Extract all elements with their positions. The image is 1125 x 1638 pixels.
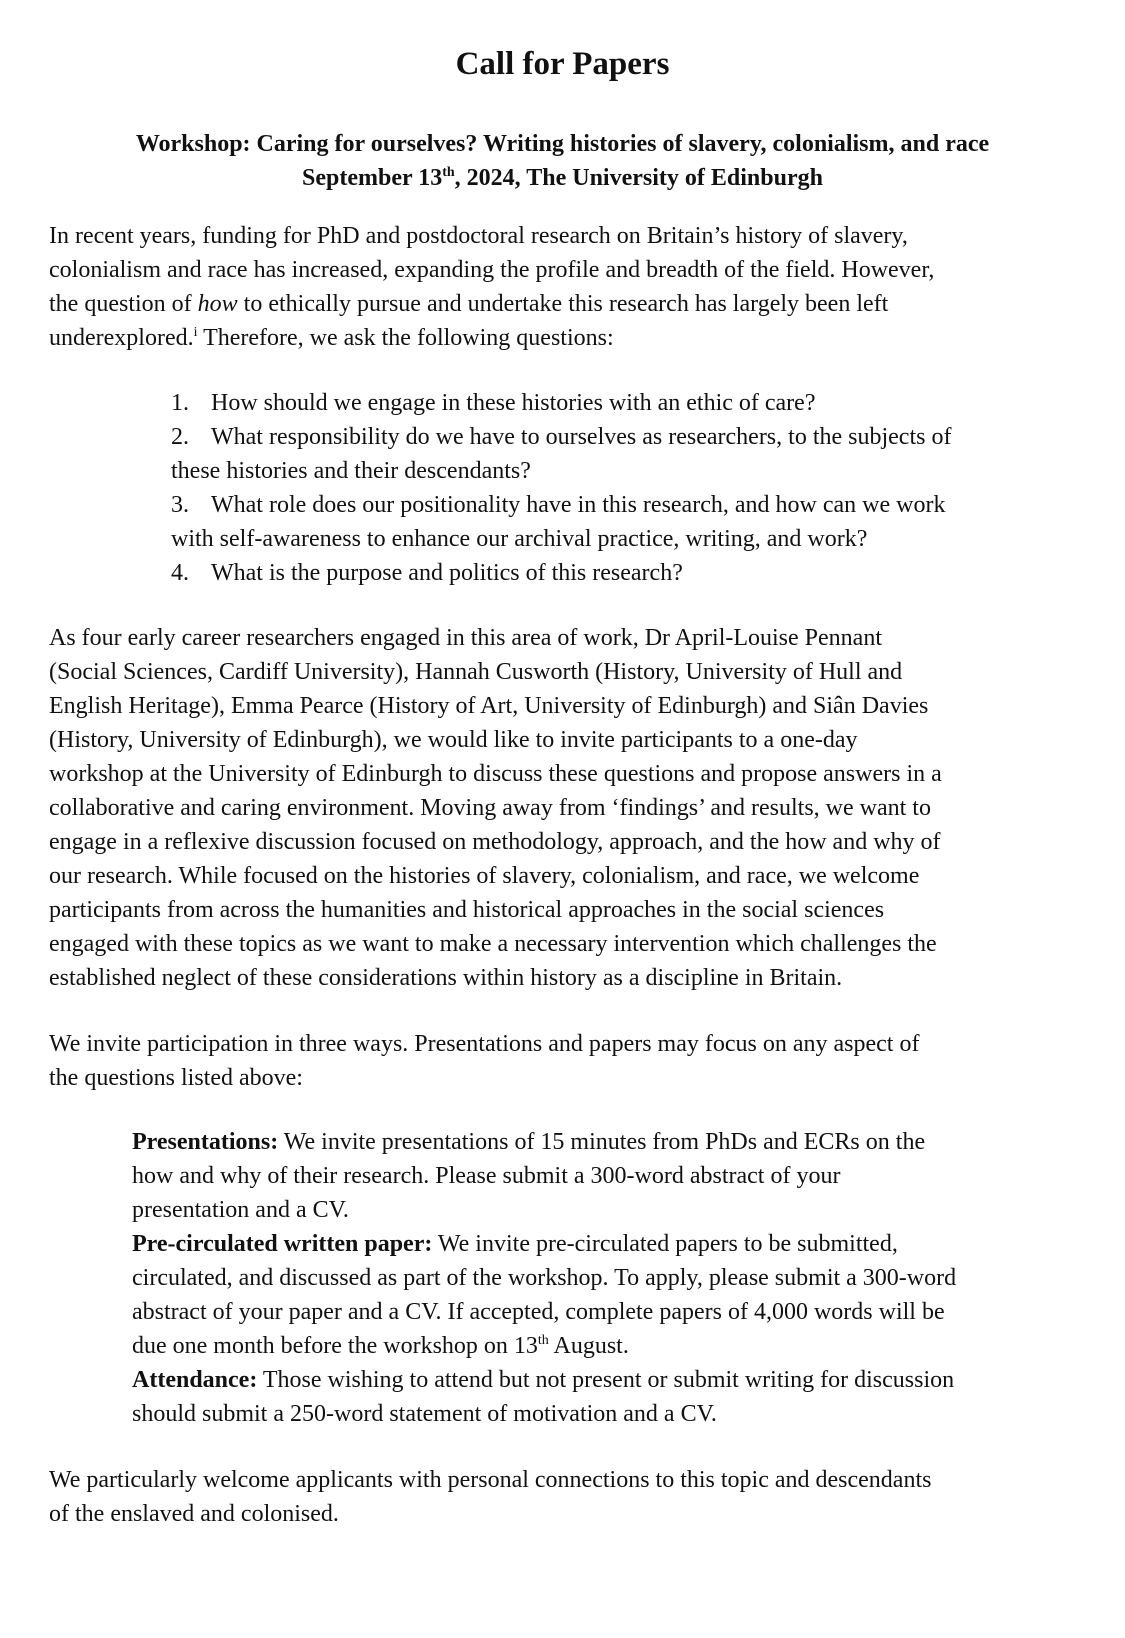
question-text: What role does our positionality have in this research, and how can we work <box>211 492 946 518</box>
workshop-title: Workshop: Caring for ourselves? Writing histories of slavery, colonialism, and race <box>135 131 990 157</box>
paragraph-line: (Social Sciences, Cardiff University), Hannah Cusworth (History, University of Hull and <box>49 659 903 685</box>
paragraph-line: engaged with these topics as we want to make a necessary intervention which challenges the <box>49 931 937 957</box>
option-line: presentation and a CV. <box>132 1197 349 1223</box>
workshop-date-venue <box>0 160 1125 196</box>
option-label: Pre-circulated written paper: <box>132 1231 433 1257</box>
paragraph-line: We invite participation in three ways. Presentations and papers may focus on any aspect of <box>49 1031 920 1057</box>
paragraph-line: collaborative and caring environment. Moving away from ‘findings’ and results, we want to <box>49 795 931 821</box>
option-label: Presentations: <box>132 1129 279 1155</box>
option-line: circulated, and discussed as part of the workshop. To apply, please submit a 300-word <box>132 1265 957 1291</box>
venue-text: , 2024, The University of Edinburgh <box>454 165 823 191</box>
option-text: We invite presentations of 15 minutes from PhDs and ECRs on the <box>278 1129 926 1155</box>
question-continuation: these histories and their descendants? <box>171 458 531 484</box>
paragraph-line: English Heritage), Emma Pearce (History of Art, University of Edinburgh) and Siân Davies <box>49 693 929 719</box>
question-continuation: with self-awareness to enhance our archival practice, writing, and work? <box>171 526 868 552</box>
date-ordinal: th <box>537 1333 549 1348</box>
date-ordinal: th <box>442 165 455 180</box>
footnote-marker[interactable]: i <box>193 325 198 340</box>
paragraph-line: We particularly welcome applicants with personal connections to this topic and descendants <box>49 1467 932 1493</box>
paragraph-line: As four early career researchers engaged in this area of work, Dr April-Louise Pennant <box>49 625 882 651</box>
option-text: We invite pre-circulated papers to be submitted, <box>432 1231 898 1257</box>
option-line <box>132 1329 629 1363</box>
intro-text: to ethically pursue and undertake this research has largely been left <box>237 291 889 317</box>
option-text: Those wishing to attend but not present or submit writing for discussion <box>257 1367 955 1393</box>
paragraph-line: workshop at the University of Edinburgh to discuss these questions and propose answers in a <box>49 761 942 787</box>
question-number: 1. <box>171 390 189 416</box>
question-item <box>171 420 951 454</box>
question-item <box>171 556 683 590</box>
option-line: abstract of your paper and a CV. If accepted, complete papers of 4,000 words will be <box>132 1299 945 1325</box>
option-presentations <box>132 1125 925 1159</box>
question-number: 3. <box>171 492 189 518</box>
option-line: should submit a 250-word statement of motivation and a CV. <box>132 1401 717 1427</box>
paragraph-line: our research. While focused on the histories of slavery, colonialism, and race, we welcome <box>49 863 920 889</box>
page-title: Call for Papers <box>455 46 670 82</box>
intro-text: the question of <box>49 291 198 317</box>
paragraph-line: established neglect of these considerations within history as a discipline in Britain. <box>49 965 843 991</box>
date-text: September 13 <box>302 165 443 191</box>
paragraph-line: engage in a reflexive discussion focused on methodology, approach, and the how and why of <box>49 829 941 855</box>
intro-line: In recent years, funding for PhD and postdoctoral research on Britain’s history of slavery, <box>49 223 908 249</box>
option-attendance <box>132 1363 954 1397</box>
paragraph-line: participants from across the humanities and historical approaches in the social sciences <box>49 897 885 923</box>
emphasis-how: how <box>197 291 238 317</box>
question-number: 2. <box>171 424 189 450</box>
paragraph-line: of the enslaved and colonised. <box>49 1501 339 1527</box>
paragraph-line: (History, University of Edinburgh), we would like to invite participants to a one-day <box>49 727 858 753</box>
option-text: August. <box>548 1333 629 1359</box>
paragraph-line: the questions listed above: <box>49 1065 303 1091</box>
option-text: due one month before the workshop on 13 <box>132 1333 538 1359</box>
option-label: Attendance: <box>132 1367 258 1393</box>
question-text: What responsibility do we have to ourselves as researchers, to the subjects of <box>211 424 952 450</box>
option-written-paper <box>132 1227 898 1261</box>
intro-line <box>49 321 614 355</box>
intro-text: underexplored. <box>49 325 194 351</box>
intro-text: Therefore, we ask the following questions: <box>197 325 614 351</box>
question-number: 4. <box>171 560 189 586</box>
intro-line <box>49 287 888 321</box>
question-item <box>171 386 815 420</box>
question-text: How should we engage in these histories with an ethic of care? <box>211 390 816 416</box>
question-item <box>171 488 945 522</box>
intro-line: colonialism and race has increased, expanding the profile and breadth of the field. However, <box>49 257 935 283</box>
question-text: What is the purpose and politics of this research? <box>211 560 683 586</box>
option-line: how and why of their research. Please submit a 300-word abstract of your <box>132 1163 841 1189</box>
